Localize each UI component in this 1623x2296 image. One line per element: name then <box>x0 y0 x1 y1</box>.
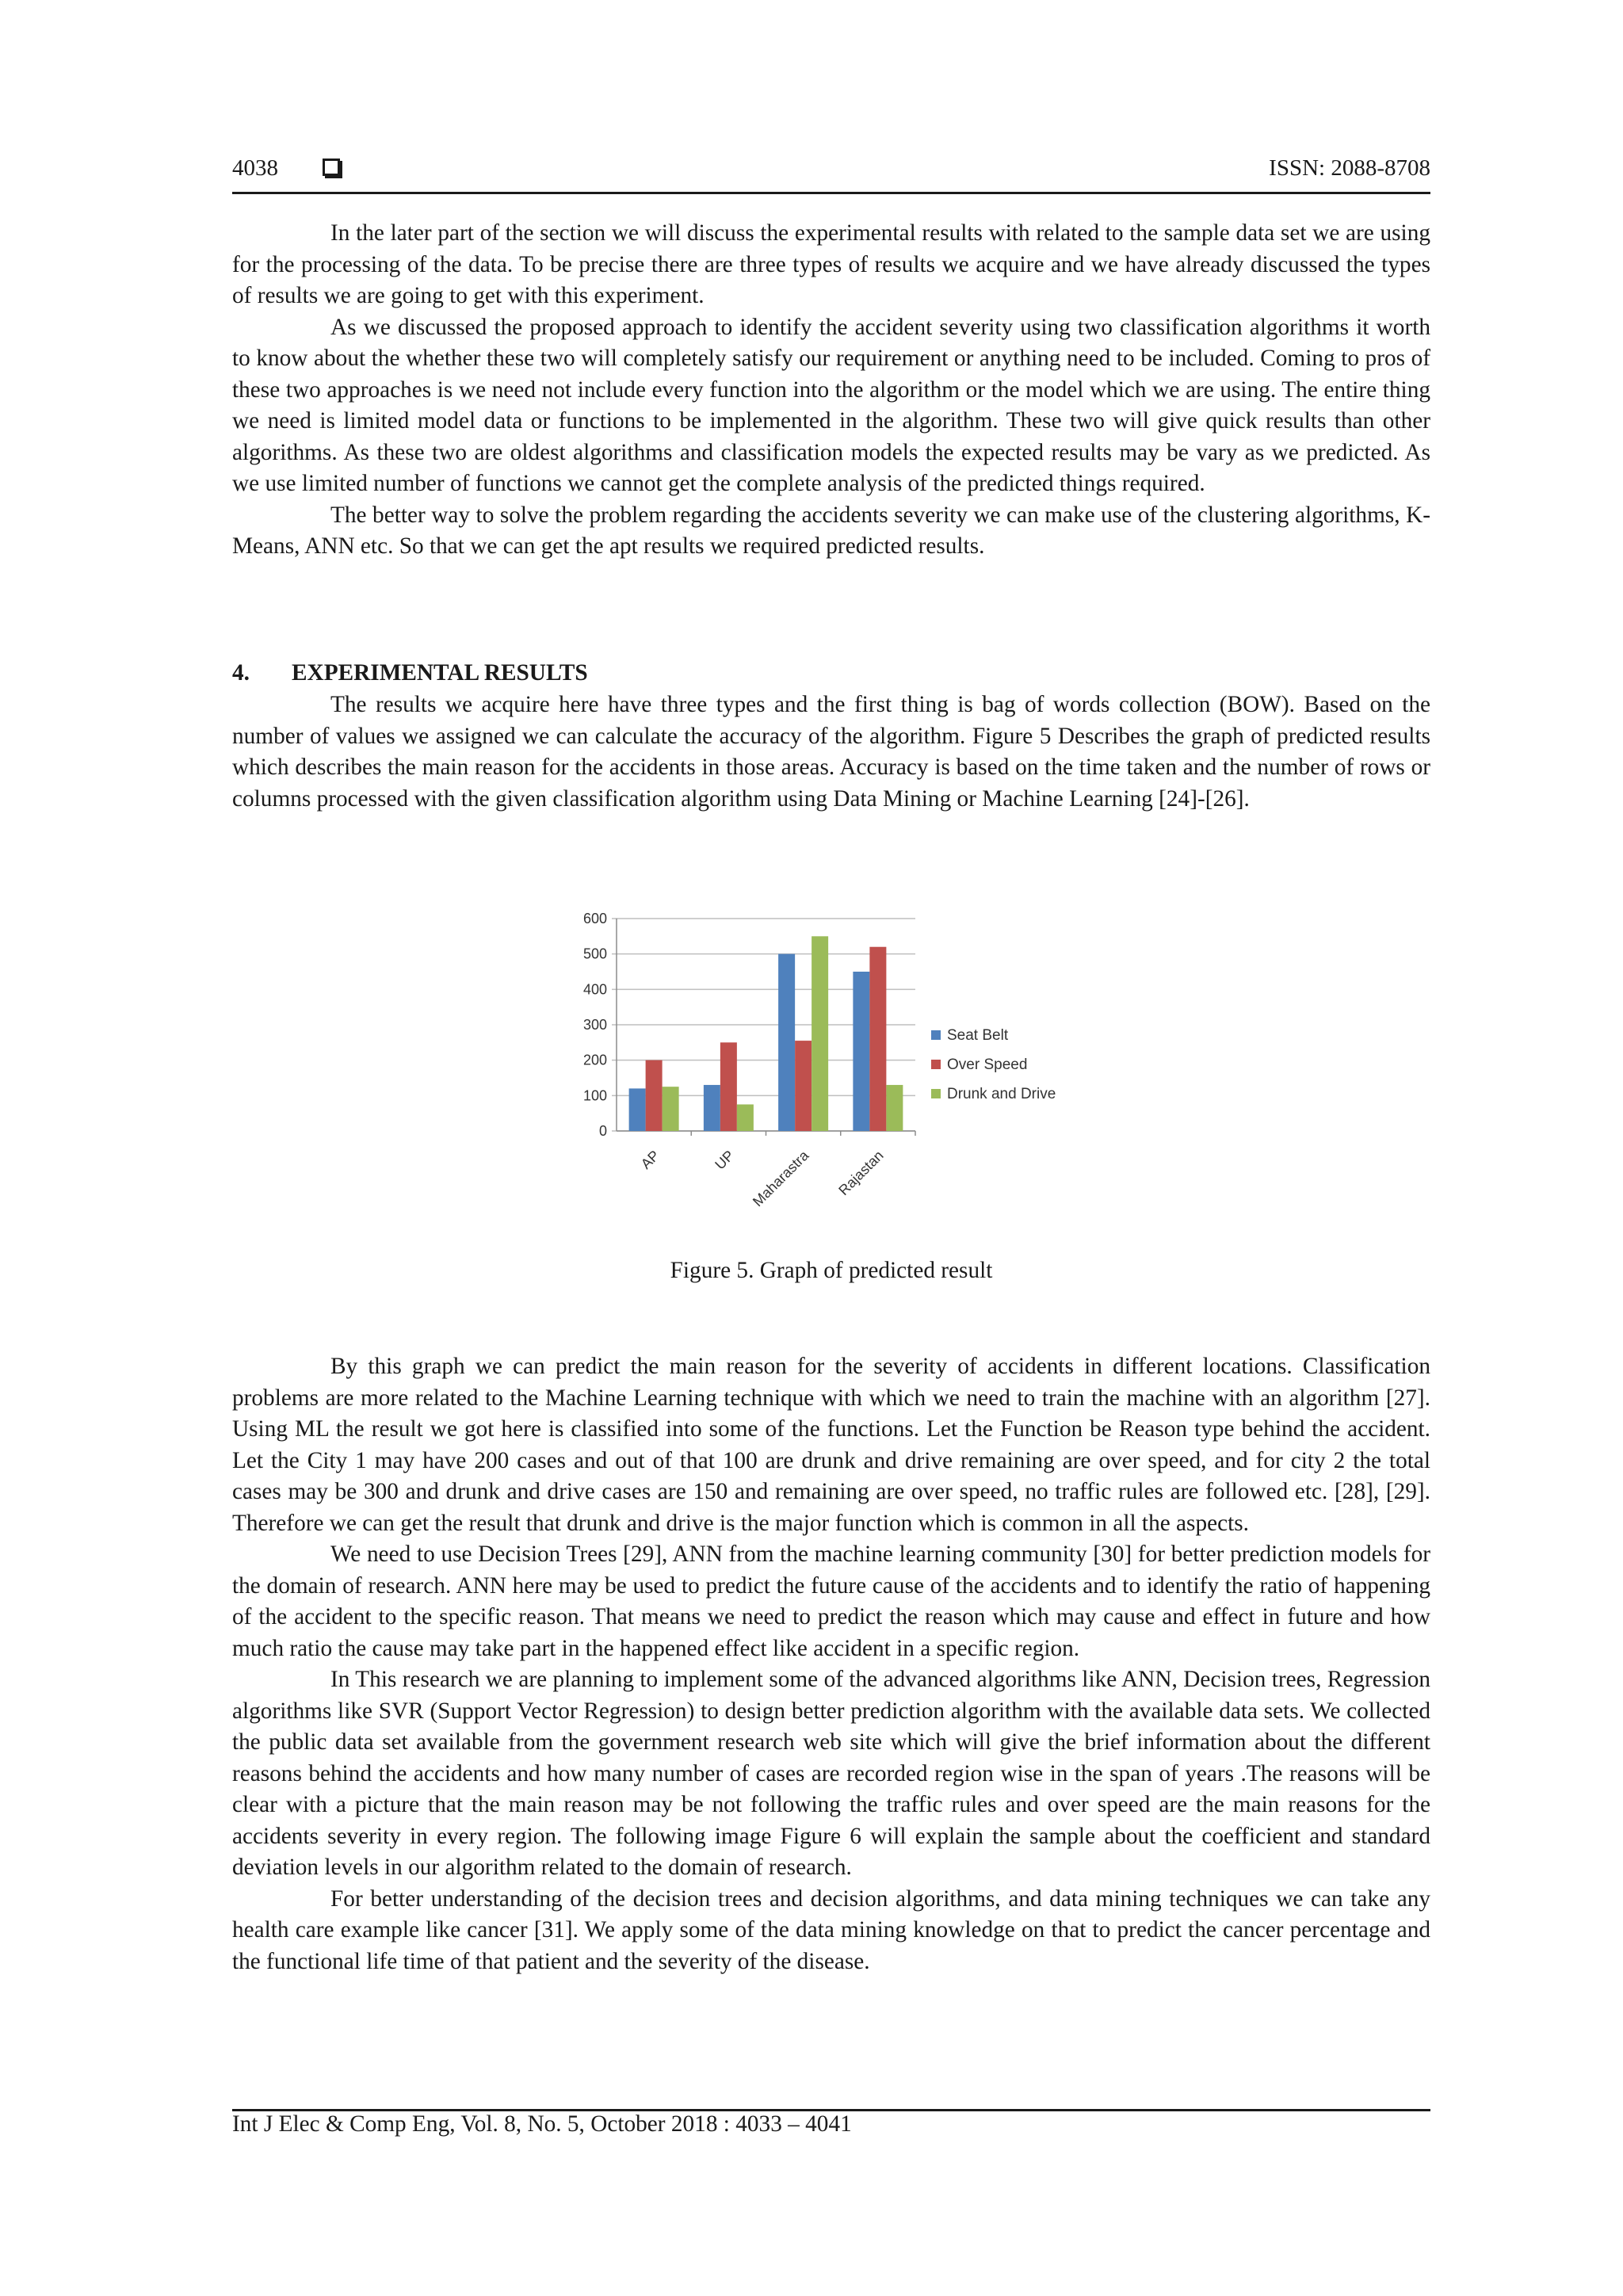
y-tick-label: 300 <box>582 1017 607 1033</box>
body-text <box>232 1351 1430 1977</box>
bar-seat-belt <box>704 1085 720 1131</box>
bar-over-speed <box>795 1041 812 1131</box>
x-tick-label: AP <box>637 1147 663 1172</box>
bar-drunk-and-drive <box>886 1085 903 1131</box>
y-tick-label: 500 <box>582 946 607 962</box>
intro-text <box>232 218 1430 563</box>
bar-drunk-and-drive <box>812 936 828 1131</box>
page-header <box>232 155 1430 187</box>
paragraph: By this graph we can predict the main reason for the severity of accidents in different locations. Classification problems are more related to the Machine Learning technique with which we need to train the machine with an algorithm [27]. Using ML the result we got here is classified into some of the functions. Let the Function be Reason type behind the accident. Let the City 1 may have 200 cases and out of that 100 are drunk and drive remaining are over speed, and for city 2 the total cases may be 300 and drunk and drive cases are 150 and remaining are over speed, no traffic rules are followed etc. [28], [29]. Therefore we can get the result that drunk and drive is the major function which is common in all the aspects. <box>232 1354 1430 1536</box>
paragraph: We need to use Decision Trees [29], ANN from the machine learning community [30] for better prediction models for the domain of research. ANN here may be used to predict the future cause of the accidents and to identify the ratio of happening of the accident to the specific reason. That means we need to predict the reason which may cause and effect in future and how much ratio the cause may take part in the happened effect like accident in a specific region. <box>232 1541 1430 1661</box>
square-bullet-icon <box>323 159 340 176</box>
bar-seat-belt <box>853 972 869 1131</box>
section-heading <box>232 660 588 686</box>
paragraph: As we discussed the proposed approach to identify the accident severity using two classification algorithms it worth to know about the whether these two will completely satisfy our requirement or anything need to be included. Coming to pros of these two approaches is we need not include every function into the algorithm or the model which we are using. The entire thing we need is limited model data or functions to be implemented in the algorithm. These two will give quick results than other algorithms. As these two are oldest algorithms and classification models the expected results may be vary as we predicted. As we use limited number of functions we cannot get the complete analysis of the predicted things required. <box>232 314 1430 496</box>
legend-swatch <box>931 1060 941 1069</box>
legend-label: Drunk and Drive <box>947 1086 1056 1102</box>
bar-drunk-and-drive <box>663 1087 679 1131</box>
y-tick-label: 600 <box>582 911 607 926</box>
bar-over-speed <box>869 947 886 1131</box>
x-tick-label: Maharastra <box>749 1147 812 1210</box>
bar-over-speed <box>720 1042 737 1131</box>
x-tick-label: Rajastan <box>835 1147 887 1199</box>
legend-swatch <box>931 1089 941 1098</box>
y-tick-label: 100 <box>582 1087 607 1104</box>
figure-5 <box>567 900 1056 1248</box>
legend-label: Over Speed <box>947 1056 1028 1073</box>
footer-citation: Int J Elec & Comp Eng, Vol. 8, No. 5, October 2018 : 4033 – 4041 <box>232 2111 852 2137</box>
paragraph: The results we acquire here have three types and the first thing is bag of words collection (BOW). Based on the number of values we assigned we can calculate the accuracy of the algorithm. Figure 5 Describes the graph of predicted results which describes the main reason for the accidents in those areas. Accuracy is based on the time taken and the number of rows or columns processed with the given classification algorithm using Data Mining or Machine Learning [24]-[26]. <box>232 692 1430 812</box>
section-text <box>232 690 1430 815</box>
section-title: EXPERIMENTAL RESULTS <box>292 660 588 686</box>
paragraph: In This research we are planning to implement some of the advanced algorithms like ANN, Decision trees, Regression algorithms like SVR (Support Vector Regression) to design better prediction algorithm with the available data sets. We collected the public data set available from the government research web site which will give the brief information about the different reasons behind the accidents and how many number of cases are recorded region wise in the span of years .The reasons will be clear with a picture that the main reason may be not following the traffic rules and over speed are the main reasons for the accidents severity in every region. The following image Figure 6 will explain the sample about the coefficient and standard deviation levels in our algorithm related to the domain of research. <box>232 1667 1430 1880</box>
x-tick-label: UP <box>712 1147 738 1173</box>
bar-seat-belt <box>629 1088 646 1131</box>
header-rule <box>232 192 1430 194</box>
bar-chart <box>567 900 1056 1248</box>
bar-over-speed <box>646 1060 663 1131</box>
bar-seat-belt <box>778 954 795 1131</box>
paragraph: In the later part of the section we will discuss the experimental results with related to the sample data set we are using for the processing of the data. To be precise there are three types of results we acquire and we have already discussed the types of results we are going to get with this experiment. <box>232 220 1430 308</box>
legend-swatch <box>931 1030 941 1040</box>
legend-label: Seat Belt <box>947 1027 1009 1044</box>
issn: ISSN: 2088-8708 <box>1269 155 1430 181</box>
paragraph: For better understanding of the decision trees and decision algorithms, and data mining techniques we can take any health care example like cancer [31]. We apply some of the data mining knowledge on that to predict the cancer percentage and the functional life time of that patient and the severity of the disease. <box>232 1885 1430 1974</box>
paragraph: The better way to solve the problem regarding the accidents severity we can make use of the clustering algorithms, K-Means, ANN etc. So that we can get the apt results we required predicted results. <box>232 502 1430 559</box>
page-number: 4038 <box>232 155 278 181</box>
bar-drunk-and-drive <box>737 1105 754 1132</box>
figure-caption: Figure 5. Graph of predicted result <box>670 1258 993 1283</box>
section-number: 4. <box>232 660 250 686</box>
y-tick-label: 200 <box>582 1052 607 1068</box>
y-tick-label: 0 <box>598 1123 607 1139</box>
y-tick-label: 400 <box>582 981 607 998</box>
